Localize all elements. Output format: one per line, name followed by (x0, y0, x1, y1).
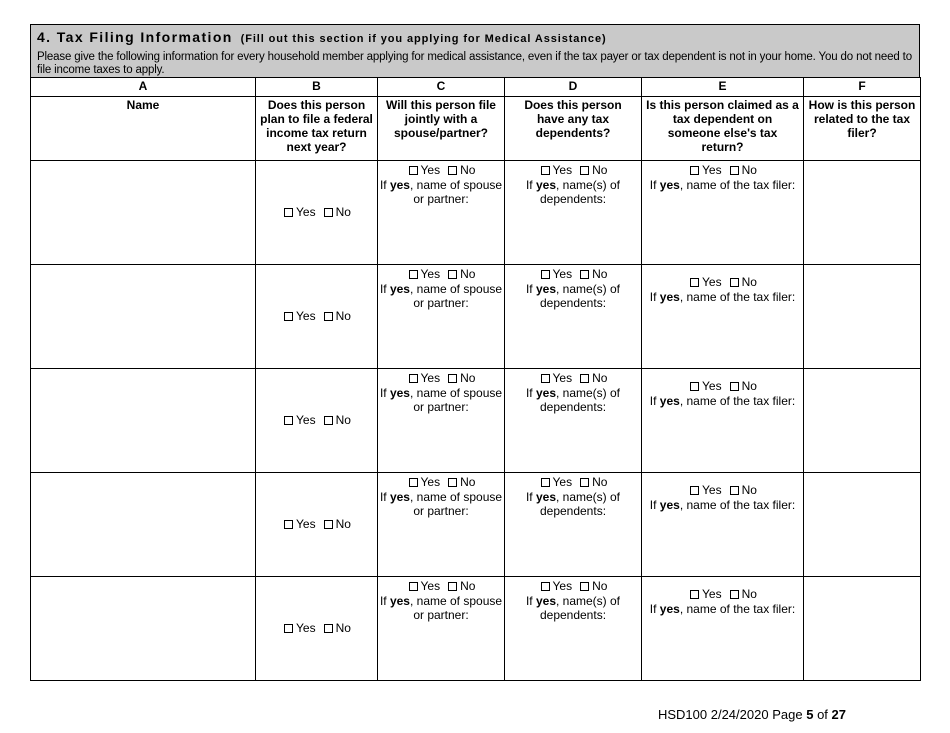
no-label: No (592, 163, 608, 177)
yes-checkbox[interactable] (541, 582, 550, 591)
household-member-row (31, 265, 921, 369)
yes-checkbox[interactable] (690, 382, 699, 391)
file-jointly-cell (378, 369, 505, 473)
no-checkbox[interactable] (324, 520, 333, 529)
column-letter-c: C (378, 78, 505, 97)
yes-checkbox[interactable] (541, 166, 550, 175)
yes-checkbox[interactable] (541, 270, 550, 279)
column-header-dependents: Does this person have any tax dependents? (505, 97, 642, 161)
column-header-file-jointly: Will this person file jointly with a spouse/partner? (378, 97, 505, 161)
name-field[interactable] (31, 369, 256, 473)
name-field[interactable] (31, 577, 256, 681)
no-checkbox[interactable] (448, 582, 457, 591)
no-label: No (741, 379, 757, 393)
tax-filing-table (30, 77, 921, 681)
no-checkbox[interactable] (448, 478, 457, 487)
yes-checkbox[interactable] (690, 590, 699, 599)
claimed-dependent-cell (642, 473, 804, 577)
dependents-cell (505, 161, 642, 265)
section-title-main: 4. Tax Filing Information (37, 29, 233, 45)
section-title (37, 28, 913, 48)
tax-filer-name-prompt[interactable]: If yes, name of the tax filer: (649, 498, 796, 512)
yes-checkbox[interactable] (409, 166, 418, 175)
no-label: No (592, 371, 608, 385)
dependents-name-prompt[interactable]: If yes, name(s) of dependents: (525, 490, 621, 518)
relationship-field[interactable] (804, 265, 921, 369)
no-label: No (592, 475, 608, 489)
tax-filer-name-prompt[interactable]: If yes, name of the tax filer: (649, 394, 796, 408)
section-description: Please give the following information for every household member applying for medical assistance, even if the tax payer or tax dependent is not in your home. You do not need to file income taxes to apply. (37, 51, 912, 76)
column-header-name: Name (31, 97, 256, 161)
no-checkbox[interactable] (324, 624, 333, 633)
yes-checkbox[interactable] (284, 416, 293, 425)
household-member-row (31, 161, 921, 265)
yes-label: Yes (552, 475, 573, 489)
section-title-note: (Fill out this section if you applying for Medical Assistance) (240, 33, 607, 45)
form-id: HSD100 (657, 707, 708, 722)
claimed-dependent-cell (642, 577, 804, 681)
relationship-field[interactable] (804, 473, 921, 577)
column-letter-d: D (505, 78, 642, 97)
file-jointly-cell (378, 265, 505, 369)
no-checkbox[interactable] (730, 590, 739, 599)
yes-label: Yes (296, 621, 316, 635)
household-member-row (31, 577, 921, 681)
no-checkbox[interactable] (448, 270, 457, 279)
yes-label: Yes (702, 587, 722, 601)
file-return-cell (256, 577, 378, 681)
dependents-name-prompt[interactable]: If yes, name(s) of dependents: (525, 282, 621, 310)
dependents-cell (505, 265, 642, 369)
no-checkbox[interactable] (730, 278, 739, 287)
no-checkbox[interactable] (324, 312, 333, 321)
yes-checkbox[interactable] (690, 166, 699, 175)
yes-checkbox[interactable] (284, 624, 293, 633)
relationship-field[interactable] (804, 577, 921, 681)
yes-checkbox[interactable] (284, 208, 293, 217)
name-field[interactable] (31, 473, 256, 577)
no-checkbox[interactable] (730, 486, 739, 495)
yes-label: Yes (420, 267, 441, 281)
column-letter-row (31, 78, 921, 97)
relationship-field[interactable] (804, 161, 921, 265)
yes-label: Yes (552, 579, 573, 593)
dependents-name-prompt[interactable]: If yes, name(s) of dependents: (525, 178, 621, 206)
dependents-name-prompt[interactable]: If yes, name(s) of dependents: (525, 594, 621, 622)
page-footer (658, 707, 846, 722)
yes-checkbox[interactable] (284, 520, 293, 529)
column-letter-b: B (256, 78, 378, 97)
no-checkbox[interactable] (324, 416, 333, 425)
yes-label: Yes (702, 379, 722, 393)
no-checkbox[interactable] (580, 582, 589, 591)
no-label: No (741, 163, 757, 177)
yes-label: Yes (420, 579, 441, 593)
no-label: No (741, 275, 757, 289)
yes-label: Yes (552, 371, 573, 385)
yes-label: Yes (296, 309, 316, 323)
spouse-name-prompt[interactable]: If yes, name of spouse or partner: (379, 178, 503, 206)
dependents-cell (505, 577, 642, 681)
section-header (30, 24, 920, 77)
page-word: Page (772, 707, 803, 722)
page-number: 5 (806, 707, 814, 722)
yes-checkbox[interactable] (409, 374, 418, 383)
no-label: No (460, 267, 476, 281)
yes-label: Yes (420, 475, 441, 489)
no-label: No (592, 267, 608, 281)
yes-label: Yes (702, 483, 722, 497)
file-return-cell (256, 369, 378, 473)
tax-filing-form (30, 24, 920, 681)
yes-checkbox[interactable] (284, 312, 293, 321)
page-total: 27 (831, 707, 846, 722)
no-label: No (335, 309, 351, 323)
of-word: of (817, 707, 828, 722)
no-checkbox[interactable] (448, 166, 457, 175)
no-label: No (592, 579, 608, 593)
file-jointly-cell (378, 161, 505, 265)
no-label: No (460, 475, 476, 489)
no-checkbox[interactable] (580, 270, 589, 279)
column-question-row (31, 97, 921, 161)
no-label: No (335, 517, 351, 531)
column-letter-a: A (31, 78, 256, 97)
yes-label: Yes (552, 267, 573, 281)
no-checkbox[interactable] (324, 208, 333, 217)
yes-label: Yes (702, 163, 722, 177)
yes-label: Yes (296, 413, 316, 427)
yes-checkbox[interactable] (541, 374, 550, 383)
household-member-row (31, 369, 921, 473)
file-return-cell (256, 473, 378, 577)
no-checkbox[interactable] (730, 382, 739, 391)
column-letter-e: E (642, 78, 804, 97)
column-header-file-return: Does this person plan to file a federal income tax return next year? (256, 97, 378, 161)
no-checkbox[interactable] (730, 166, 739, 175)
no-label: No (460, 371, 476, 385)
no-checkbox[interactable] (580, 166, 589, 175)
relationship-field[interactable] (804, 369, 921, 473)
no-checkbox[interactable] (448, 374, 457, 383)
spouse-name-prompt[interactable]: If yes, name of spouse or partner: (379, 490, 503, 518)
spouse-name-prompt[interactable]: If yes, name of spouse or partner: (379, 386, 503, 414)
column-header-relationship: How is this person related to the tax filer? (804, 97, 921, 161)
file-return-cell (256, 161, 378, 265)
yes-label: Yes (296, 205, 316, 219)
spouse-name-prompt[interactable]: If yes, name of spouse or partner: (379, 594, 503, 622)
yes-label: Yes (702, 275, 722, 289)
column-letter-f: F (804, 78, 921, 97)
yes-label: Yes (296, 517, 316, 531)
dependents-name-prompt[interactable]: If yes, name(s) of dependents: (525, 386, 621, 414)
no-label: No (460, 579, 476, 593)
yes-label: Yes (552, 163, 573, 177)
household-member-row (31, 473, 921, 577)
tax-filer-name-prompt[interactable]: If yes, name of the tax filer: (649, 290, 796, 304)
no-label: No (460, 163, 476, 177)
no-label: No (741, 587, 757, 601)
name-field[interactable] (31, 161, 256, 265)
column-header-claimed-dependent: Is this person claimed as a tax dependent on someone else's tax return? (642, 97, 804, 161)
claimed-dependent-cell (642, 265, 804, 369)
no-label: No (335, 413, 351, 427)
file-jointly-cell (378, 577, 505, 681)
tax-filer-name-prompt[interactable]: If yes, name of the tax filer: (649, 602, 796, 616)
no-label: No (335, 205, 351, 219)
claimed-dependent-cell (642, 161, 804, 265)
yes-checkbox[interactable] (409, 478, 418, 487)
no-label: No (741, 483, 757, 497)
yes-checkbox[interactable] (409, 582, 418, 591)
file-jointly-cell (378, 473, 505, 577)
dependents-cell (505, 473, 642, 577)
file-return-cell (256, 265, 378, 369)
spouse-name-prompt[interactable]: If yes, name of spouse or partner: (379, 282, 503, 310)
tax-filer-name-prompt[interactable]: If yes, name of the tax filer: (649, 178, 796, 192)
form-date: 2/24/2020 (710, 707, 769, 722)
no-checkbox[interactable] (580, 374, 589, 383)
yes-label: Yes (420, 163, 441, 177)
yes-checkbox[interactable] (690, 486, 699, 495)
name-field[interactable] (31, 265, 256, 369)
dependents-cell (505, 369, 642, 473)
yes-checkbox[interactable] (690, 278, 699, 287)
yes-checkbox[interactable] (409, 270, 418, 279)
yes-checkbox[interactable] (541, 478, 550, 487)
no-checkbox[interactable] (580, 478, 589, 487)
yes-label: Yes (420, 371, 441, 385)
claimed-dependent-cell (642, 369, 804, 473)
no-label: No (335, 621, 351, 635)
